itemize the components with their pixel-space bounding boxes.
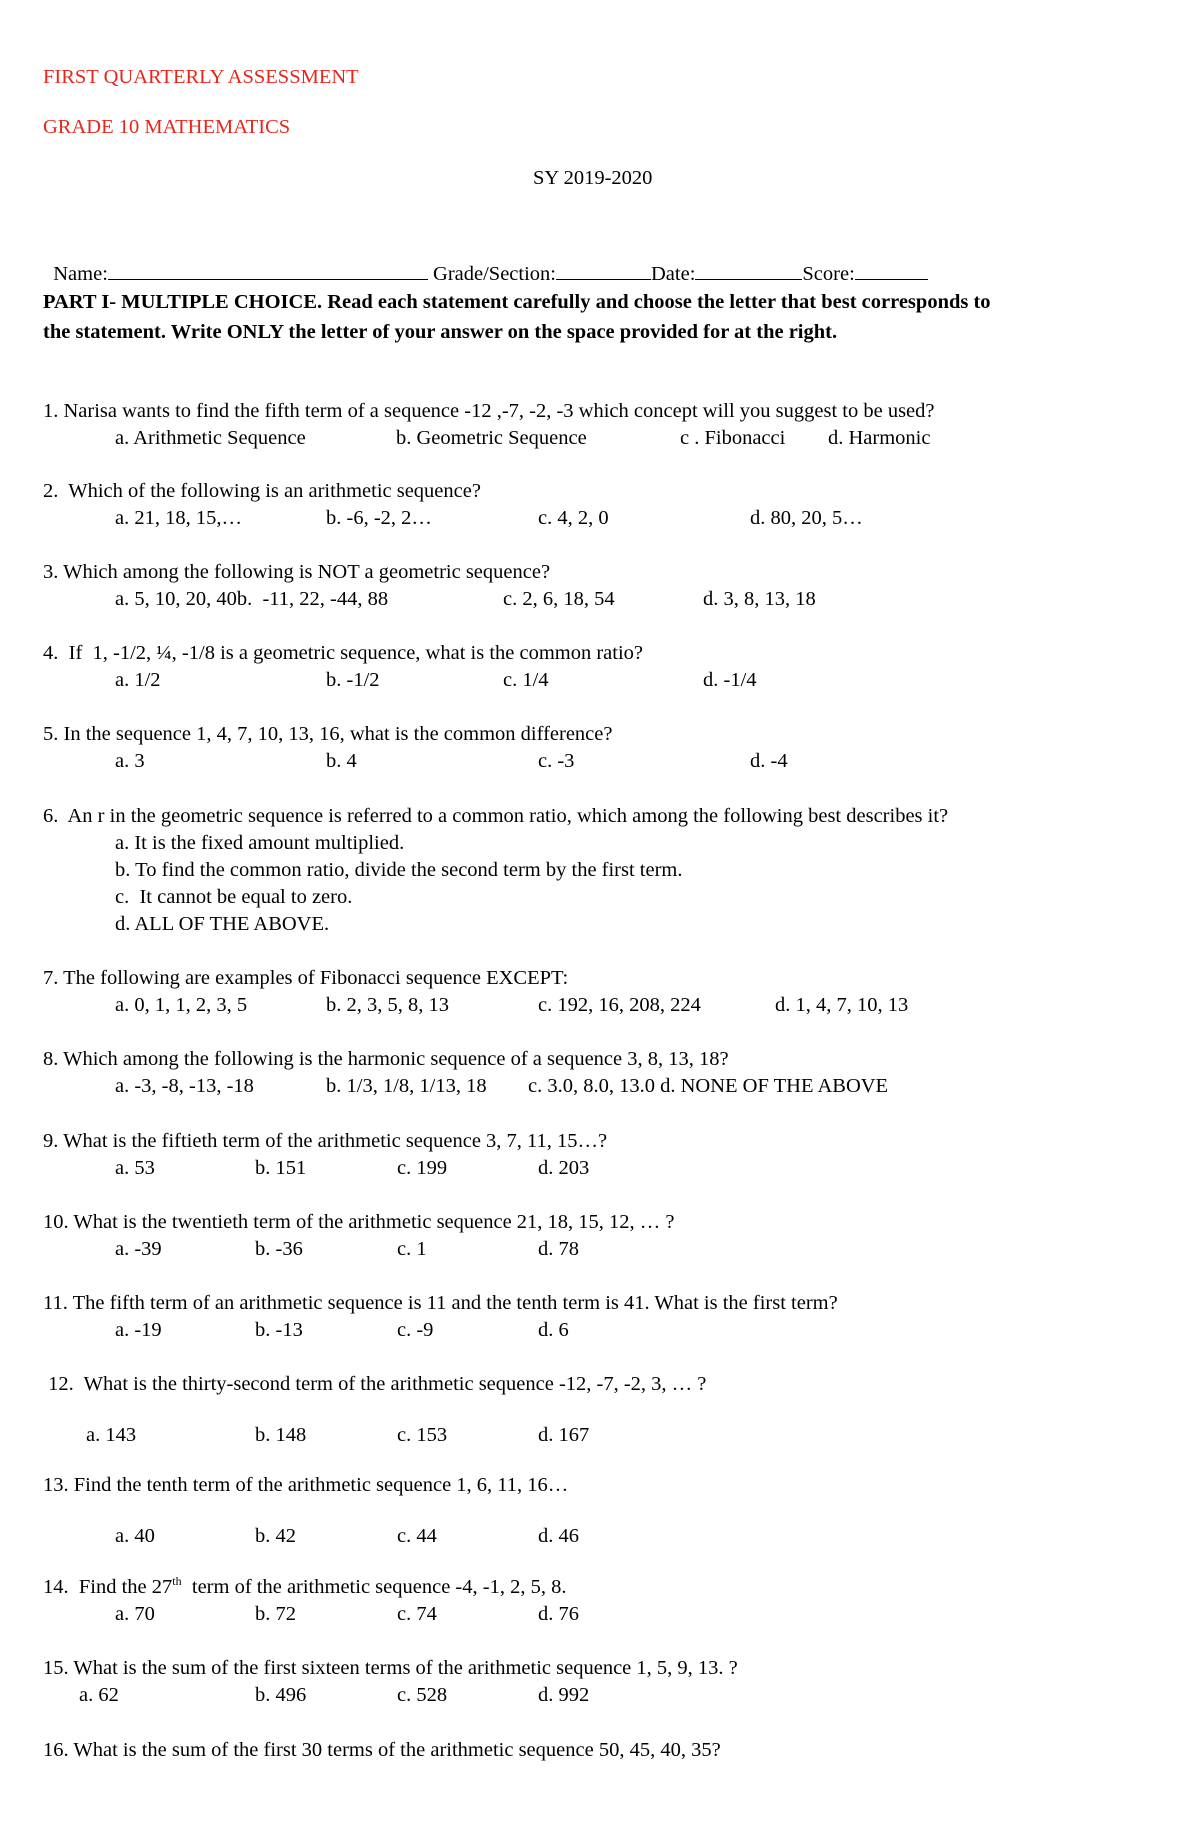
choice-11d: d. 6 xyxy=(538,1319,569,1341)
assessment-title: FIRST QUARTERLY ASSESSMENT xyxy=(43,66,359,88)
choice-4d: d. -1/4 xyxy=(703,669,757,691)
choice-8cd: c. 3.0, 8.0, 13.0 d. NONE OF THE ABOVE xyxy=(528,1075,889,1097)
choice-12c: c. 153 xyxy=(397,1424,448,1446)
question-11: 11. The fifth term of an arithmetic sequence is 11 and the tenth term is 41. What is the first term? xyxy=(43,1292,838,1314)
choice-13d: d. 46 xyxy=(538,1525,579,1547)
question-14 xyxy=(43,1574,567,1598)
choice-4c: c. 1/4 xyxy=(503,669,549,691)
choice-9c: c. 199 xyxy=(397,1157,448,1179)
question-2: 2. Which of the following is an arithmetic sequence? xyxy=(43,480,481,502)
score-label: Score: xyxy=(802,262,855,285)
question-5: 5. In the sequence 1, 4, 7, 10, 13, 16, what is the common difference? xyxy=(43,723,613,745)
choice-15c: c. 528 xyxy=(397,1684,448,1706)
choice-9b: b. 151 xyxy=(255,1157,307,1179)
grade-section-label: Grade/Section: xyxy=(433,262,556,285)
choice-1d: d. Harmonic xyxy=(828,427,931,449)
choice-10b: b. -36 xyxy=(255,1238,303,1260)
choice-11c: c. -9 xyxy=(397,1319,434,1341)
choice-14d: d. 76 xyxy=(538,1603,579,1625)
choice-5b: b. 4 xyxy=(326,750,357,772)
question-9: 9. What is the fiftieth term of the arithmetic sequence 3, 7, 11, 15…? xyxy=(43,1130,608,1152)
question-4: 4. If 1, -1/2, ¼, -1/8 is a geometric sequence, what is the common ratio? xyxy=(43,642,644,664)
choice-1b: b. Geometric Sequence xyxy=(396,427,587,449)
choice-3c: c. 2, 6, 18, 54 xyxy=(503,588,615,610)
choice-5d: d. -4 xyxy=(750,750,788,772)
choice-5a: a. 3 xyxy=(115,750,145,772)
choice-14b: b. 72 xyxy=(255,1603,296,1625)
choice-10a: a. -39 xyxy=(115,1238,162,1260)
choice-11a: a. -19 xyxy=(115,1319,162,1341)
choice-13a: a. 40 xyxy=(115,1525,155,1547)
choice-13b: b. 42 xyxy=(255,1525,296,1547)
question-16: 16. What is the sum of the first 30 terms of the arithmetic sequence 50, 45, 40, 35? xyxy=(43,1739,721,1761)
choice-3ab: a. 5, 10, 20, 40b. -11, 22, -44, 88 xyxy=(115,588,389,610)
choice-6a: a. It is the fixed amount multiplied. xyxy=(115,832,405,854)
choice-2c: c. 4, 2, 0 xyxy=(538,507,609,529)
choice-10c: c. 1 xyxy=(397,1238,427,1260)
choice-2a: a. 21, 18, 15,… xyxy=(115,507,242,529)
choice-11b: b. -13 xyxy=(255,1319,303,1341)
instructions-line-1: PART I- MULTIPLE CHOICE. Read each statement carefully and choose the letter that best corresponds to xyxy=(43,291,991,313)
question-14-ordinal: th xyxy=(172,1574,182,1588)
question-12: 12. What is the thirty-second term of the arithmetic sequence -12, -7, -2, 3, … ? xyxy=(43,1373,707,1395)
question-13: 13. Find the tenth term of the arithmetic sequence 1, 6, 11, 16… xyxy=(43,1474,569,1496)
choice-9d: d. 203 xyxy=(538,1157,590,1179)
choice-15a: a. 62 xyxy=(79,1684,119,1706)
choice-10d: d. 78 xyxy=(538,1238,579,1260)
choice-7b: b. 2, 3, 5, 8, 13 xyxy=(326,994,449,1016)
score-field[interactable] xyxy=(855,257,928,280)
question-14-pre: 14. Find the 27 xyxy=(43,1576,173,1598)
choice-15b: b. 496 xyxy=(255,1684,307,1706)
choice-12a: a. 143 xyxy=(86,1424,137,1446)
subject-title: GRADE 10 MATHEMATICS xyxy=(43,116,291,138)
choice-1a: a. Arithmetic Sequence xyxy=(115,427,306,449)
date-field[interactable] xyxy=(695,257,802,280)
choice-12d: d. 167 xyxy=(538,1424,590,1446)
question-3: 3. Which among the following is NOT a geometric sequence? xyxy=(43,561,551,583)
choice-13c: c. 44 xyxy=(397,1525,437,1547)
choice-3d: d. 3, 8, 13, 18 xyxy=(703,588,816,610)
choice-6c: c. It cannot be equal to zero. xyxy=(115,886,353,908)
question-6: 6. An r in the geometric sequence is referred to a common ratio, which among the following best describes it? xyxy=(43,805,949,827)
grade-section-field[interactable] xyxy=(556,257,651,280)
question-10: 10. What is the twentieth term of the arithmetic sequence 21, 18, 15, 12, … ? xyxy=(43,1211,675,1233)
question-8: 8. Which among the following is the harmonic sequence of a sequence 3, 8, 13, 18? xyxy=(43,1048,729,1070)
question-7: 7. The following are examples of Fibonacci sequence EXCEPT: xyxy=(43,967,569,989)
name-label: Name: xyxy=(53,262,108,285)
choice-14a: a. 70 xyxy=(115,1603,155,1625)
choice-8a: a. -3, -8, -13, -18 xyxy=(115,1075,254,1097)
question-14-post: term of the arithmetic sequence -4, -1, 2, 5, 8. xyxy=(181,1576,567,1598)
choice-15d: d. 992 xyxy=(538,1684,590,1706)
choice-8b: b. 1/3, 1/8, 1/13, 18 xyxy=(326,1075,487,1097)
choice-6d: d. ALL OF THE ABOVE. xyxy=(115,913,330,935)
choice-5c: c. -3 xyxy=(538,750,575,772)
choice-4a: a. 1/2 xyxy=(115,669,161,691)
question-15: 15. What is the sum of the first sixteen terms of the arithmetic sequence 1, 5, 9, 13. ? xyxy=(43,1657,738,1679)
choice-4b: b. -1/2 xyxy=(326,669,380,691)
choice-9a: a. 53 xyxy=(115,1157,155,1179)
choice-1c: c . Fibonacci xyxy=(680,427,786,449)
date-label: Date: xyxy=(651,262,696,285)
school-year: SY 2019-2020 xyxy=(533,167,653,189)
choice-7c: c. 192, 16, 208, 224 xyxy=(538,994,701,1016)
choice-7d: d. 1, 4, 7, 10, 13 xyxy=(775,994,909,1016)
instructions-line-2: the statement. Write ONLY the letter of your answer on the space provided for at the right. xyxy=(43,321,838,343)
student-info-row xyxy=(43,236,928,284)
name-field[interactable] xyxy=(108,257,428,280)
choice-2b: b. -6, -2, 2… xyxy=(326,507,432,529)
choice-12b: b. 148 xyxy=(255,1424,307,1446)
choice-6b: b. To find the common ratio, divide the second term by the first term. xyxy=(115,859,683,881)
choice-7a: a. 0, 1, 1, 2, 3, 5 xyxy=(115,994,248,1016)
choice-2d: d. 80, 20, 5… xyxy=(750,507,863,529)
question-1: 1. Narisa wants to find the fifth term of a sequence -12 ,-7, -2, -3 which concept will you suggest to be used? xyxy=(43,400,935,422)
choice-14c: c. 74 xyxy=(397,1603,437,1625)
